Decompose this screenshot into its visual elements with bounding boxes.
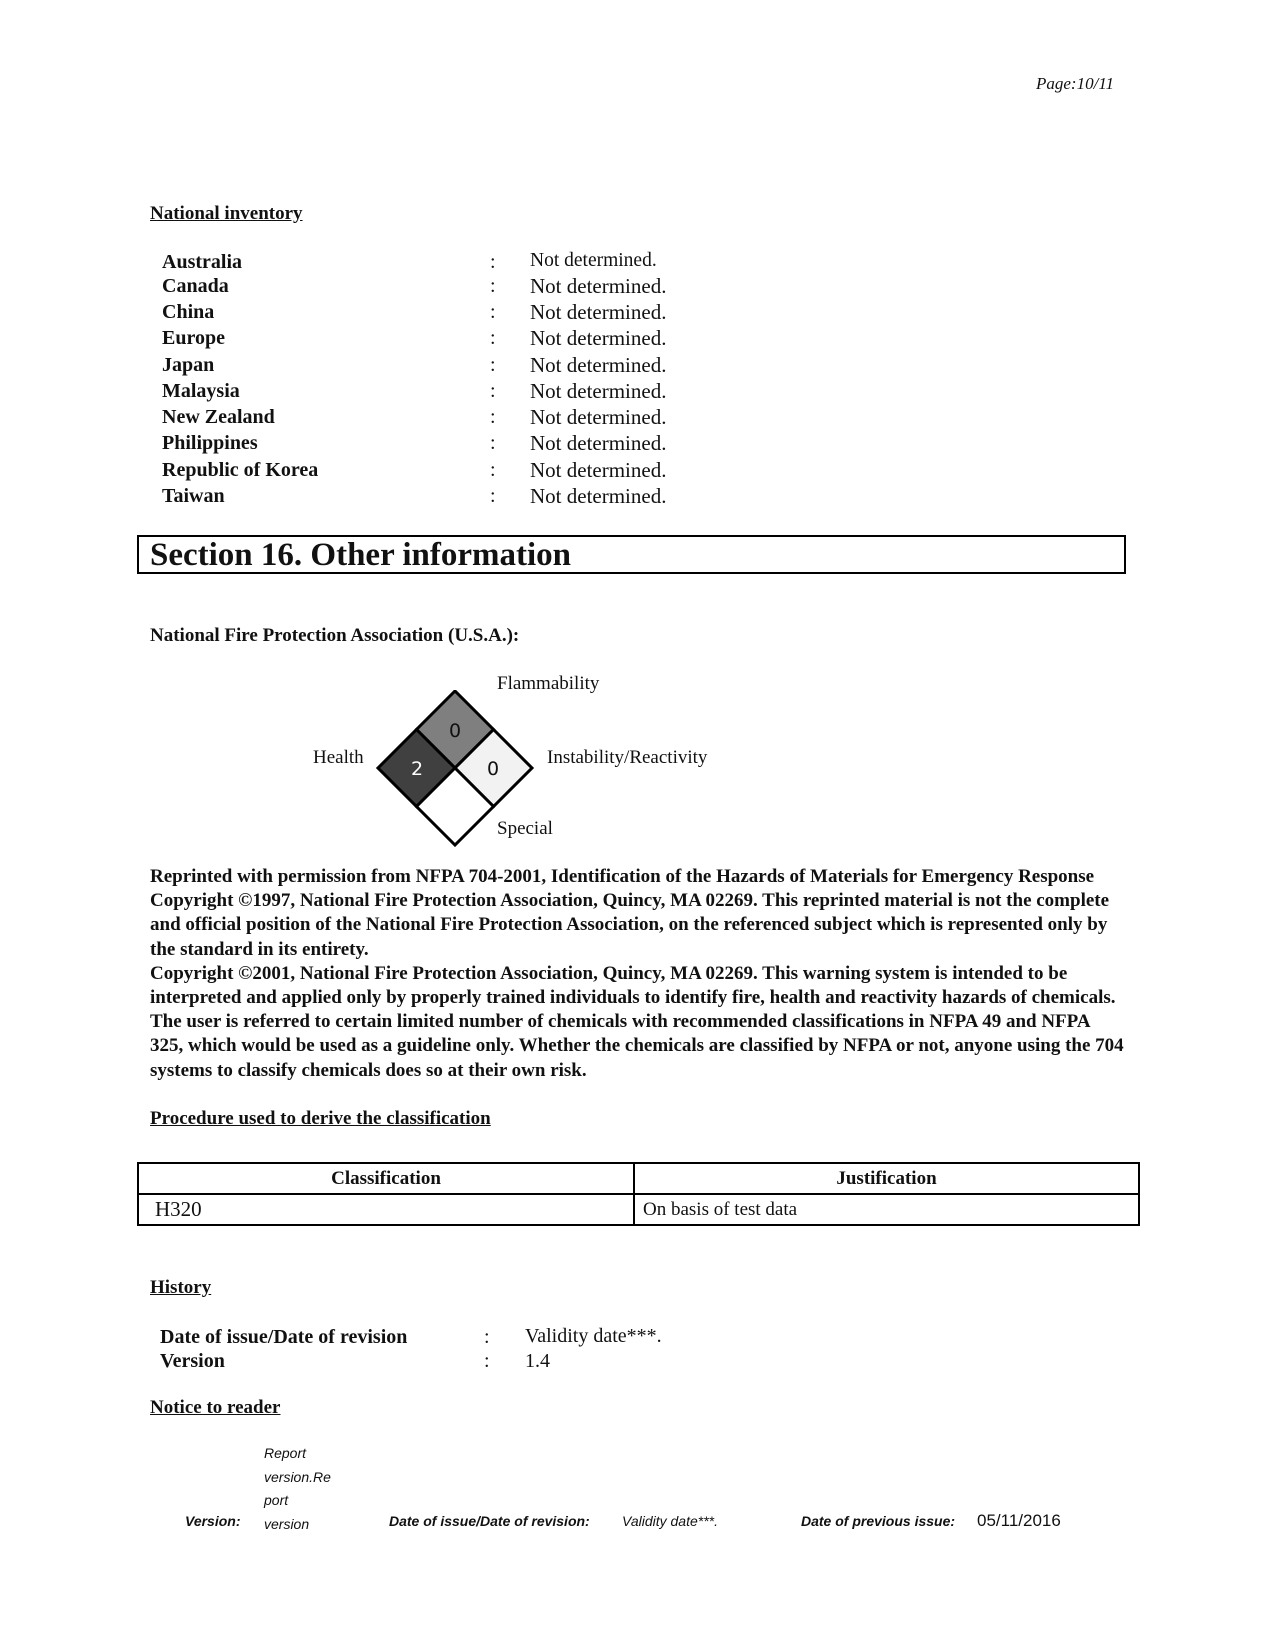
national-inventory-heading: National inventory — [150, 203, 303, 224]
health-label: Health — [313, 747, 364, 768]
inventory-colon: : — [490, 275, 496, 297]
inventory-country: Europe — [162, 327, 225, 349]
footer-version-line: port — [264, 1492, 289, 1508]
footer-version-label: Version: — [185, 1513, 241, 1529]
flammability-label: Flammability — [497, 673, 600, 694]
inventory-country: Taiwan — [162, 485, 225, 507]
inventory-status: Not determined. — [530, 353, 667, 377]
inventory-status: Not determined. — [530, 484, 667, 508]
inventory-country: Malaysia — [162, 380, 240, 402]
nfpa-title: National Fire Protection Association (U.S.A.): — [150, 625, 520, 646]
inventory-colon: : — [490, 327, 496, 349]
inventory-status: Not determined. — [530, 326, 667, 350]
inventory-colon: : — [490, 485, 496, 507]
footer-previous-issue-label: Date of previous issue: — [801, 1513, 956, 1529]
history-date-colon: : — [484, 1326, 490, 1348]
history-heading: History — [150, 1277, 212, 1298]
history-version-colon: : — [484, 1350, 490, 1372]
nfpa-diamond — [370, 690, 540, 850]
health-value: 2 — [410, 758, 424, 780]
justification-cell: On basis of test data — [634, 1194, 1139, 1225]
page-number — [1036, 74, 1114, 94]
footer-previous-issue-value: 05/11/2016 — [977, 1511, 1061, 1530]
inventory-country: Philippines — [162, 432, 258, 454]
inventory-status: Not determined. — [530, 300, 667, 324]
column-header-classification: Classification — [138, 1163, 634, 1194]
nfpa-paragraph-1: Reprinted with permission from NFPA 704-2001, Identification of the Hazards of Materials for Emergency Response Copyright ©1997, National Fire Protection Association, Quincy, MA 02269. This reprinted material is not the complete and official position of the National Fire Protection Association, on the referenced subject which is represented only by the standard in its entirety. — [150, 866, 1110, 960]
footer-version-value — [264, 1442, 331, 1536]
nfpa-paragraph-2: Copyright ©2001, National Fire Protection Association, Quincy, MA 02269. This warning system is intended to be interpreted and applied only by properly trained individuals to identify fire, health and reactivity hazards of chemicals. The user is referred to certain limited number of chemicals with recommended classifications in NFPA 49 and NFPA 325, which would be used as a guideline only. Whether the chemicals are classified by NFPA or not, anyone using the 704 systems to classify chemicals does so at their own risk. — [150, 962, 1124, 1081]
inventory-status: Not determined. — [530, 379, 667, 403]
footer-date-value: Validity date***. — [622, 1513, 718, 1529]
section-16-title: Section 16. Other information — [150, 537, 572, 573]
procedure-heading: Procedure used to derive the classification — [150, 1108, 491, 1129]
inventory-status: Not determined. — [530, 250, 657, 271]
footer-version-line: version — [264, 1515, 310, 1532]
inventory-colon: : — [490, 251, 496, 273]
classification-cell: H320 — [138, 1194, 634, 1225]
history-version-value: 1.4 — [525, 1350, 550, 1372]
inventory-country: Republic of Korea — [162, 459, 319, 481]
footer-version-line: version.Re — [264, 1468, 331, 1485]
inventory-country: Japan — [162, 354, 215, 376]
special-label: Special — [497, 818, 553, 839]
inventory-colon: : — [490, 406, 496, 428]
inventory-country: New Zealand — [162, 406, 275, 428]
history-date-value: Validity date***. — [525, 1325, 662, 1347]
inventory-country: Canada — [162, 275, 229, 297]
notice-heading: Notice to reader — [150, 1397, 281, 1418]
inventory-status: Not determined. — [530, 274, 667, 298]
inventory-status: Not determined. — [530, 405, 667, 429]
history-version-label: Version — [160, 1350, 225, 1372]
instability-value: 0 — [486, 758, 500, 780]
inventory-country: China — [162, 301, 215, 323]
inventory-country: Australia — [162, 251, 242, 273]
table-header-row — [138, 1163, 1139, 1194]
flammability-value: 0 — [448, 720, 462, 742]
history-date-label: Date of issue/Date of revision — [160, 1326, 408, 1348]
table-row — [138, 1194, 1139, 1225]
instability-label: Instability/Reactivity — [547, 747, 708, 768]
inventory-colon: : — [490, 459, 496, 481]
classification-table — [137, 1162, 1140, 1226]
inventory-colon: : — [490, 301, 496, 323]
page-label: Page: — [1036, 74, 1077, 93]
page-value: 10/11 — [1076, 74, 1115, 93]
footer-version-line: Report — [264, 1445, 307, 1461]
column-header-justification: Justification — [634, 1163, 1139, 1194]
inventory-status: Not determined. — [530, 431, 667, 455]
inventory-colon: : — [490, 354, 496, 376]
inventory-colon: : — [490, 432, 496, 454]
inventory-status: Not determined. — [530, 458, 667, 482]
footer-date-label: Date of issue/Date of revision: — [389, 1513, 590, 1529]
inventory-colon: : — [490, 380, 496, 402]
nfpa-disclaimer — [150, 865, 1125, 1083]
